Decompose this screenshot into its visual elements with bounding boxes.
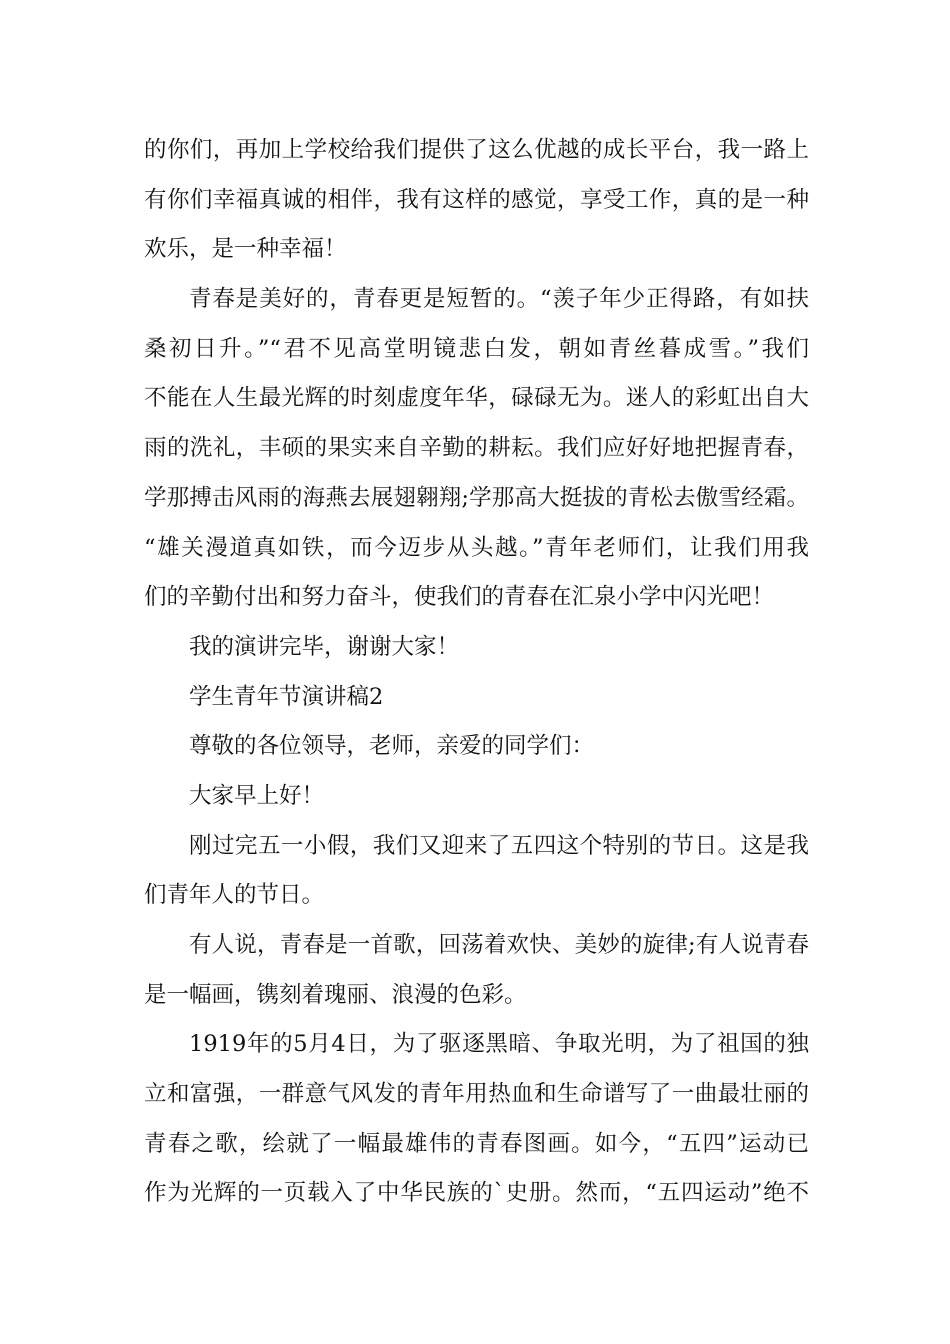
text-line: 有人说，青春是一首歌，回荡着欢快、美妙的旋律;有人说青春 — [189, 932, 809, 958]
text-line: 我的演讲完毕，谢谢大家！ — [189, 633, 460, 660]
text-line: 们的辛勤付出和努力奋斗，使我们的青春在汇泉小学中闪光吧！ — [144, 584, 775, 611]
text-line: 不能在人生最光辉的时刻虚度年华，碌碌无为。迷人的彩虹出自大 — [144, 385, 809, 412]
text-line: 的你们，再加上学校给我们提供了这么优越的成长平台，我一路上 — [144, 137, 809, 163]
text-line: “雄关漫道真如铁，而今迈步从头越。”青年老师们，让我们用我 — [144, 534, 809, 561]
text-line: 立和富强，一群意气风发的青年用热血和生命谱写了一曲最壮丽的 — [144, 1081, 809, 1108]
text-line: 学那搏击风雨的海燕去展翅翱翔;学那高大挺拔的青松去傲雪经霜。 — [144, 484, 809, 511]
body-text — [144, 126, 809, 1219]
section-heading: 学生青年节演讲稿2 — [189, 683, 384, 710]
text-line: 青春之歌，绘就了一幅最雄伟的青春图画。如今，“五四”运动已 — [144, 1130, 809, 1157]
text-line: 是一幅画，镌刻着瑰丽、浪漫的色彩。 — [144, 981, 527, 1008]
text-line: 青春是美好的，青春更是短暂的。“羡子年少正得路，有如扶 — [189, 286, 809, 313]
text-line: 1919年的5月4日，为了驱逐黑暗、争取光明，为了祖国的独 — [189, 1031, 809, 1058]
text-line: 雨的洗礼，丰硕的果实来自辛勤的耕耘。我们应好好地把握青春， — [144, 435, 809, 462]
text-line: 作为光辉的一页载入了中华民族的`史册。然而，“五四运动”绝不 — [144, 1180, 809, 1207]
text-line: 欢乐，是一种幸福！ — [144, 236, 347, 263]
text-line: 有你们幸福真诚的相伴，我有这样的感觉，享受工作，真的是一种 — [144, 186, 809, 213]
text-line: 刚过完五一小假，我们又迎来了五四这个特别的节日。这是我 — [189, 832, 809, 859]
greeting: 大家早上好！ — [189, 782, 325, 809]
text-line: 桑初日升。”“君不见高堂明镜悲白发，朝如青丝暮成雪。”我们 — [144, 335, 809, 362]
text-line: 们青年人的节日。 — [144, 882, 325, 909]
salutation: 尊敬的各位领导，老师，亲爱的同学们： — [189, 733, 595, 760]
